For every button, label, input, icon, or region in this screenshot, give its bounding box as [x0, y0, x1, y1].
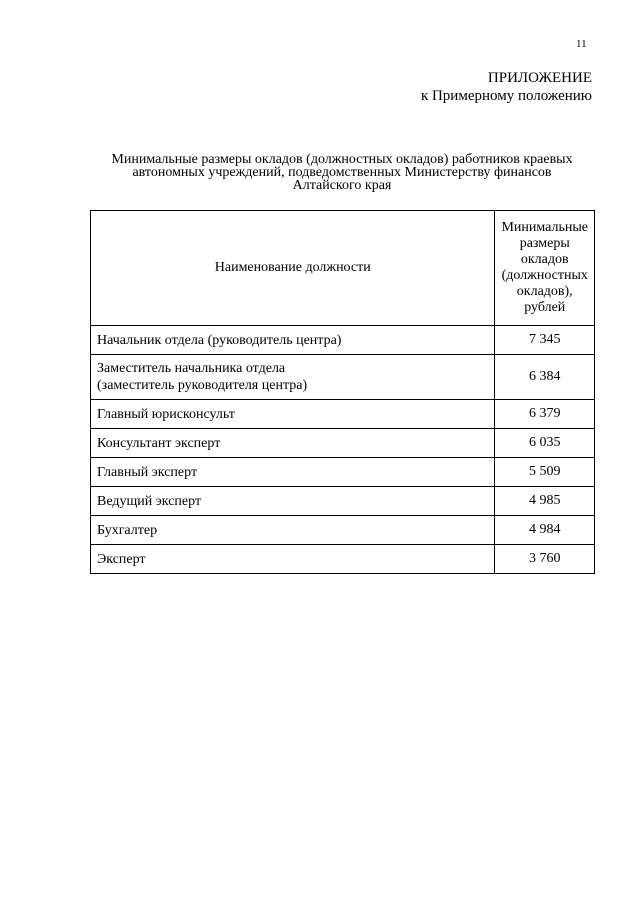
document-title: [90, 153, 594, 192]
table-row: [91, 516, 595, 545]
header-amount-line: размеры: [519, 236, 570, 251]
position-name-line: Начальник отдела (руководитель центра): [97, 332, 342, 348]
position-name-line: (заместитель руководителя центра): [97, 378, 308, 393]
position-name: [91, 545, 495, 574]
header-position-name: Наименование должности: [91, 211, 495, 326]
position-name-line: Главный юрисконсульт: [97, 406, 235, 422]
document-title-line: Алтайского края: [292, 178, 392, 193]
document-title-line: Минимальные размеры окладов (должностных окладов) работников краевых: [111, 152, 573, 167]
position-name: [91, 400, 495, 429]
position-name: [91, 326, 495, 355]
position-name: [91, 516, 495, 545]
table-row: [91, 326, 595, 355]
table-row: [91, 487, 595, 516]
header-amount-line: окладов),: [516, 284, 573, 299]
position-name-line: Главный эксперт: [97, 464, 198, 480]
position-name-line: Консультант эксперт: [97, 435, 221, 451]
table-row: [91, 429, 595, 458]
page-number: 11: [576, 38, 587, 50]
salary-amount: 3 760: [495, 545, 595, 574]
position-name-line: Эксперт: [97, 551, 146, 567]
position-name: [91, 429, 495, 458]
position-name: [91, 458, 495, 487]
document-title-line: автономных учреждений, подведомственных Министерству финансов: [132, 165, 552, 180]
header-amount-line: (должностных: [501, 268, 588, 283]
header-minimum-salary: [495, 211, 595, 326]
position-name-line: Бухгалтер: [97, 522, 158, 538]
appendix-subtitle: к Примерному положению: [420, 88, 592, 104]
appendix-heading: [421, 69, 592, 105]
position-name: [91, 355, 495, 400]
header-amount-line: рублей: [524, 300, 566, 315]
header-amount-line: Минимальные: [501, 220, 588, 235]
salary-amount: 7 345: [495, 326, 595, 355]
header-amount-line: окладов: [520, 252, 569, 267]
position-name-line: Ведущий эксперт: [97, 493, 202, 509]
table-row: [91, 545, 595, 574]
salary-amount: 4 985: [495, 487, 595, 516]
salary-amount: 6 035: [495, 429, 595, 458]
salary-amount: 4 984: [495, 516, 595, 545]
appendix-title: ПРИЛОЖЕНИЕ: [487, 70, 592, 86]
position-name-line: Заместитель начальника отдела: [97, 361, 286, 376]
table-row: [91, 400, 595, 429]
salary-amount: 6 384: [495, 355, 595, 400]
table-row: [91, 458, 595, 487]
salary-table: [90, 210, 595, 574]
salary-amount: 6 379: [495, 400, 595, 429]
position-name: [91, 487, 495, 516]
salary-amount: 5 509: [495, 458, 595, 487]
table-header-row: [91, 211, 595, 326]
table-row: [91, 355, 595, 400]
